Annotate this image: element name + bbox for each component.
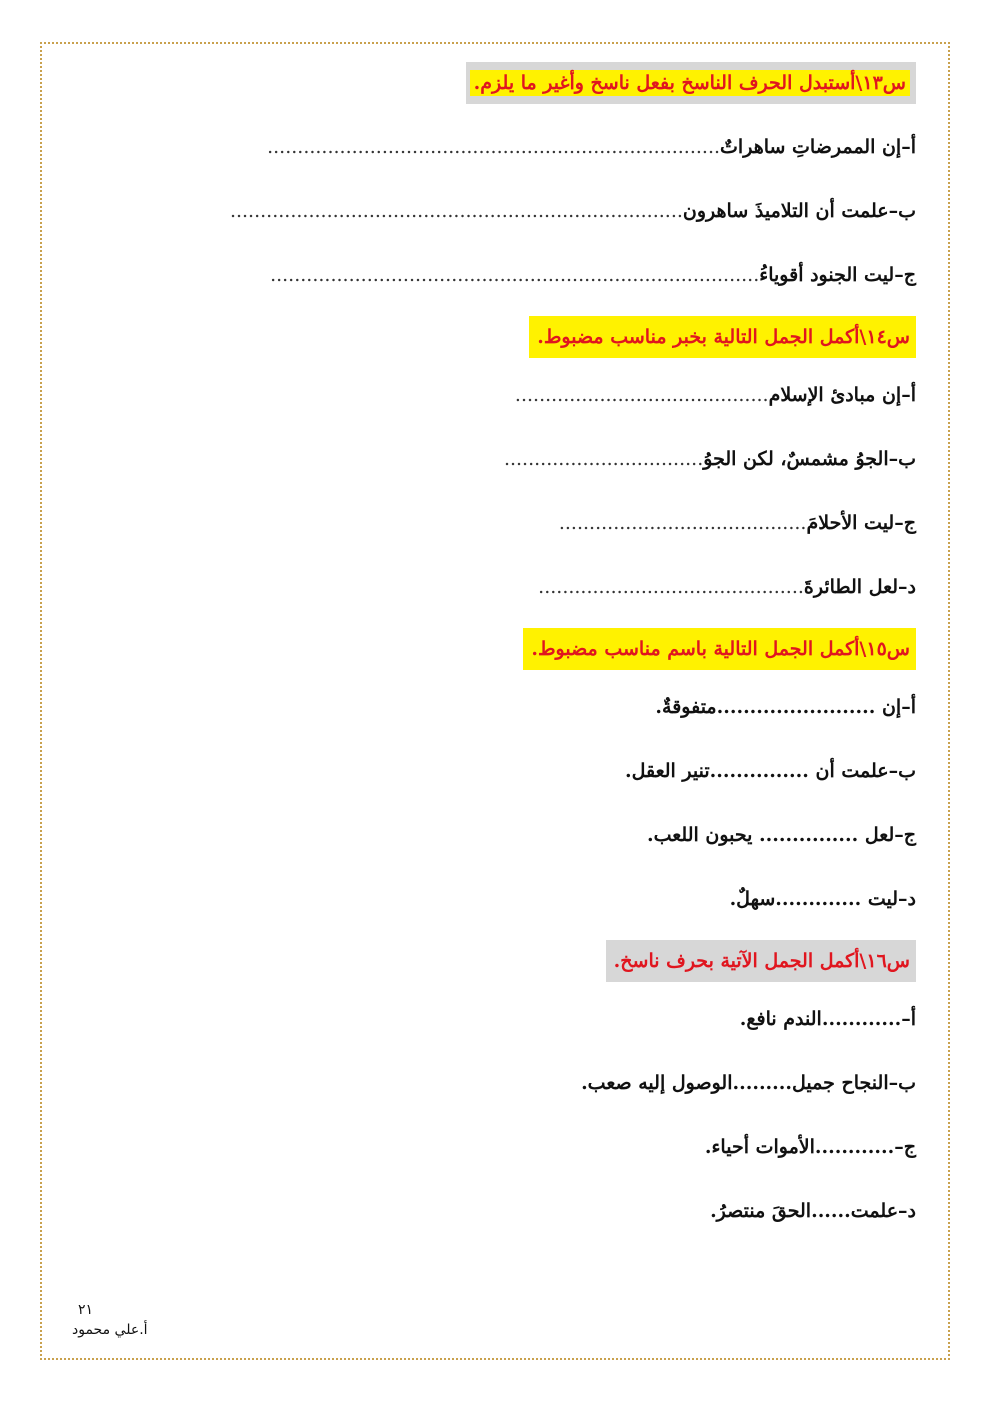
question-15-item-a: أ–إن ........................متفوقةٌ. [655,696,916,718]
question-15-heading: س١٥\أكمل الجمل التالية باسم مناسب مضبوط. [523,628,916,670]
answer-blank[interactable]: ......................................... [558,512,807,534]
question-13-item-c [60,260,916,290]
question-13-heading-wrap [466,62,916,104]
question-14 [60,316,916,602]
question-15 [60,628,916,914]
item-text: أ–إن مبادئ الإسلام [768,384,916,406]
worksheet-content [60,62,916,1226]
item-text: ج–ليت الجنود أقوياءُ [759,264,916,286]
question-14-item-c [60,508,916,538]
question-13-item-a [60,132,916,162]
question-13-heading: س١٣\أستبدل الحرف الناسخ بفعل ناسخ وأغير ما يلزم. [470,70,910,96]
answer-blank[interactable]: ........................................................................... [229,200,683,222]
item-text: ب–الجوُ مشمسٌ، لكن الجوُ [703,448,916,470]
answer-blank[interactable]: ............................................ [538,576,804,598]
question-16-heading: س١٦\أكمل الجمل الآتية بحرف ناسخ. [606,940,916,982]
question-14-heading: س١٤\أكمل الجمل التالية بخبر مناسب مضبوط. [529,316,916,358]
question-16-item-a: أ–............الندم نافع. [739,1008,916,1030]
item-text: ج–ليت الأحلامَ [806,512,916,534]
question-16 [60,940,916,1226]
author-name: أ.علي محمود [72,1322,148,1338]
question-16-item-c: ج–............الأموات أحياء. [704,1136,916,1158]
question-14-item-a [60,380,916,410]
item-text: أ–إن الممرضاتِ ساهراتٌ [720,136,916,158]
page-footer [72,1300,148,1340]
question-15-item-c: ج–لعل ............... يحبون اللعب. [646,824,916,846]
question-16-item-b: ب–النجاح جميل.........الوصول إليه صعب. [581,1072,916,1094]
answer-blank[interactable]: ........................................................................... [267,136,721,158]
answer-blank[interactable]: ................................. [503,448,704,470]
question-14-item-d [60,572,916,602]
question-15-item-b: ب–علمت أن ...............تنير العقل. [624,760,916,782]
page-number: ٢١ [78,1302,94,1318]
question-13-item-b [60,196,916,226]
question-15-item-d: د–ليت .............سهلٌ. [729,888,916,910]
answer-blank[interactable]: ................................................................................. [270,264,760,286]
question-16-item-d: د–علمت......الحقَ منتصرُ. [710,1200,916,1222]
item-text: ب–علمت أن التلاميذَ ساهرون [682,200,916,222]
answer-blank[interactable]: .......................................... [514,384,769,406]
question-14-item-b [60,444,916,474]
question-13 [60,62,916,290]
item-text: د–لعل الطائرةَ [803,576,916,598]
